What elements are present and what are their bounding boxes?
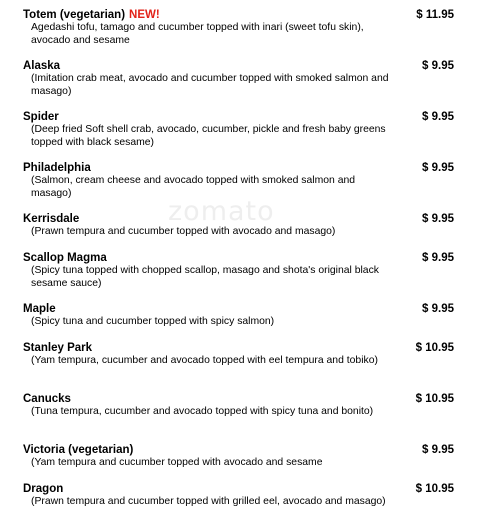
item-price: $ 9.95 xyxy=(422,303,454,315)
item-name: Dragon xyxy=(23,483,64,495)
item-price: $ 9.95 xyxy=(422,444,454,456)
item-description: (Prawn tempura and cucumber topped with avocado and masago) xyxy=(31,226,336,237)
new-badge: NEW! xyxy=(129,9,160,21)
item-name: Philadelphia xyxy=(23,162,91,174)
item-price: $ 10.95 xyxy=(415,483,454,495)
item-price: $ 9.95 xyxy=(422,111,454,123)
item-price: $ 9.95 xyxy=(422,162,454,174)
item-name: Alaska xyxy=(23,60,61,72)
item-description: (Yam tempura and cucumber topped with avocado and sesame xyxy=(31,457,323,468)
item-name: Maple xyxy=(23,303,56,315)
item-price: $ 9.95 xyxy=(422,252,454,264)
item-price: $ 9.95 xyxy=(422,213,454,225)
watermark: zomato xyxy=(168,196,275,227)
item-description: (Spicy tuna and cucumber topped with spicy salmon) xyxy=(31,316,275,327)
item-description: (Salmon, cream cheese and avocado topped with smoked salmon and masago) xyxy=(31,175,356,199)
item-description: (Imitation crab meat, avocado and cucumber topped with smoked salmon and masago) xyxy=(31,73,389,97)
item-price: $ 10.95 xyxy=(415,342,454,354)
item-description: (Spicy tuna topped with chopped scallop, masago and shota's original black sesame sauce) xyxy=(31,265,379,289)
item-name: Scallop Magma xyxy=(23,252,107,264)
item-name: Canucks xyxy=(23,393,71,405)
item-description: (Deep fried Soft shell crab, avocado, cucumber, pickle and fresh baby greens topped with black sesame) xyxy=(31,124,386,148)
item-name: Totem (vegetarian) xyxy=(23,9,126,21)
item-price: $ 10.95 xyxy=(415,393,454,405)
item-description: (Prawn tempura and cucumber topped with grilled eel, avocado and masago) xyxy=(31,496,386,507)
item-price: $ 9.95 xyxy=(422,60,454,72)
item-description: (Tuna tempura, cucumber and avocado topped with spicy tuna and bonito) xyxy=(31,406,374,417)
item-description: (Yam tempura, cucumber and avocado topped with eel tempura and tobiko) xyxy=(31,355,378,366)
item-name: Kerrisdale xyxy=(23,213,80,225)
item-name: Stanley Park xyxy=(23,342,93,354)
item-price: $ 11.95 xyxy=(416,9,454,21)
item-name: Spider xyxy=(23,111,59,123)
item-name: Victoria (vegetarian) xyxy=(23,444,134,456)
item-description: Agedashi tofu, tamago and cucumber topped with inari (sweet tofu skin), avocado and sesame xyxy=(31,22,364,46)
